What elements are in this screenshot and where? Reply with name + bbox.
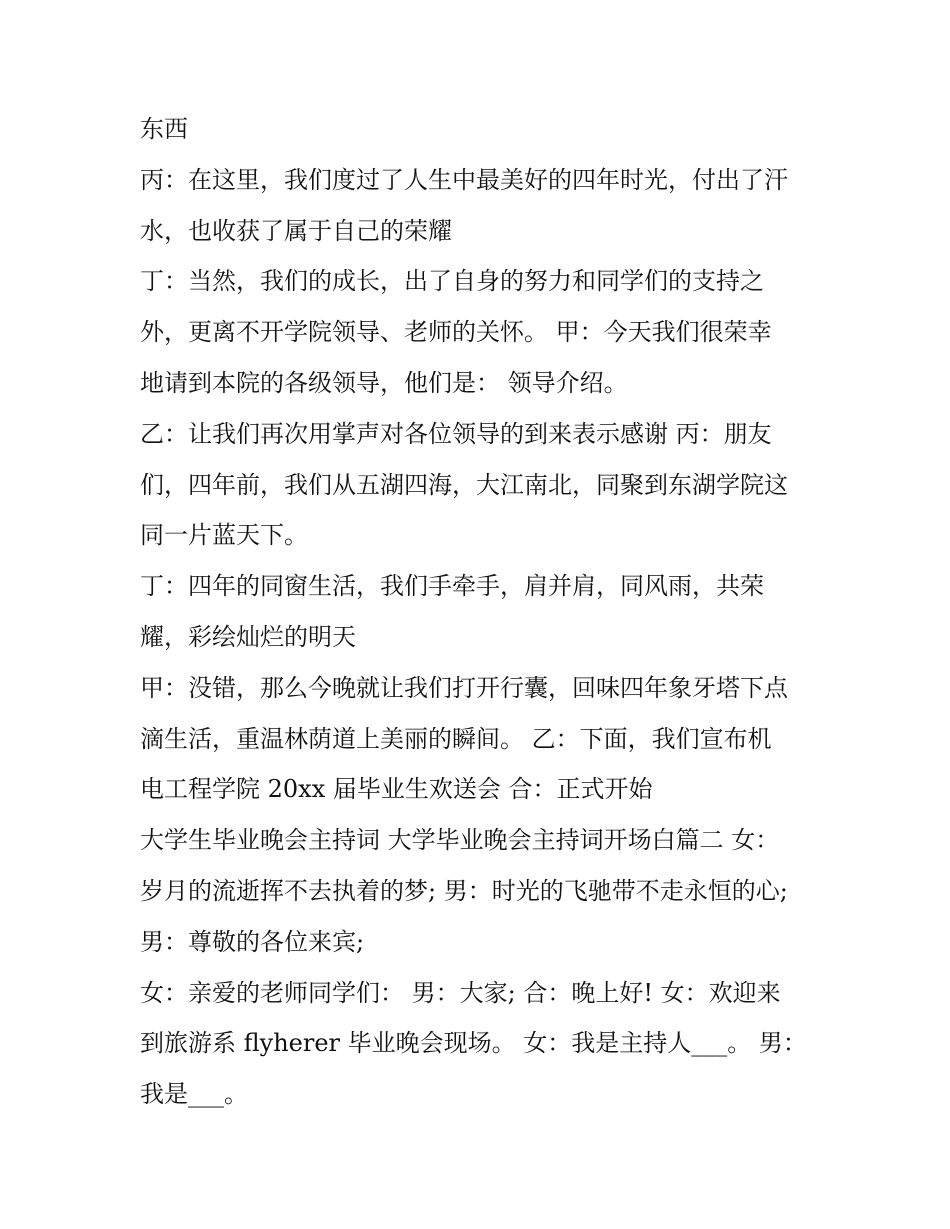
- text-line: 大学生毕业晚会主持词 大学毕业晚会主持词开场白篇二 女：: [140, 826, 780, 855]
- text-line: 丙：在这里，我们度过了人生中最美好的四年时光，付出了汗: [140, 165, 788, 194]
- text-line: 东西: [140, 115, 188, 143]
- text-line: 乙：让我们再次用掌声对各位领导的到来表示感谢 丙：朋友: [140, 419, 772, 448]
- text-line: 女：亲爱的老师同学们： 男：大家; 合：晚上好! 女：欢迎来: [140, 978, 781, 1007]
- text-line: 丁：当然，我们的成长，出了自身的努力和同学们的支持之: [140, 267, 764, 296]
- text-line: 同一片蓝天下。: [140, 521, 308, 550]
- text-line: 到旅游系 flyherer 毕业晚会现场。 女：我是主持人___。 男：: [140, 1029, 807, 1058]
- text-line: 我是___。: [140, 1080, 248, 1109]
- text-line: 外，更离不开学院领导、老师的关怀。 甲：今天我们很荣幸: [140, 318, 772, 347]
- text-line: 们，四年前，我们从五湖四海，大江南北，同聚到东湖学院这: [140, 470, 788, 499]
- text-line: 地请到本院的各级领导，他们是： 领导介绍。: [140, 368, 628, 397]
- document-body: [140, 104, 830, 1120]
- text-line: 滴生活，重温林荫道上美丽的瞬间。 乙：下面，我们宣布机: [140, 724, 772, 753]
- text-line: 耀，彩绘灿烂的明天: [140, 622, 356, 651]
- text-line: 水，也收获了属于自己的荣耀: [140, 216, 452, 245]
- text-line: 岁月的流逝挥不去执着的梦; 男：时光的飞驰带不走永恒的心;: [140, 876, 788, 905]
- text-line: 丁：四年的同窗生活，我们手牵手，肩并肩，同风雨，共荣: [140, 572, 764, 601]
- text-line: 电工程学院 20xx 届毕业生欢送会 合：正式开始: [140, 775, 653, 804]
- text-line: 甲：没错，那么今晚就让我们打开行囊，回味四年象牙塔下点: [140, 673, 788, 702]
- text-line: 男：尊敬的各位来宾;: [140, 927, 365, 956]
